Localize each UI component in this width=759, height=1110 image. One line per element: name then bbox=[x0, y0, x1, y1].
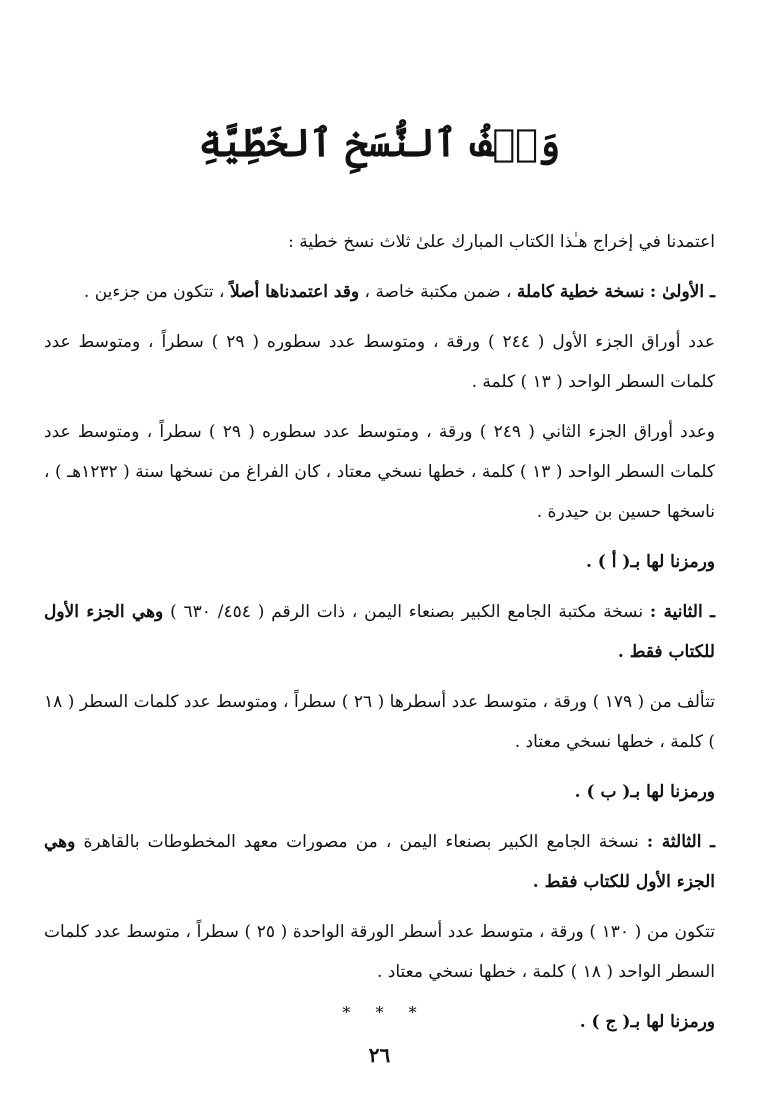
page-title: وَصۡفُ ٱلنُّسَخِ ٱلخَطِّيَّةِ bbox=[198, 120, 561, 165]
second-text: نسخة مكتبة الجامع الكبير بصنعاء اليمن ، ذات الرقم ( ٤٥٤/ ٦٣٠ ) bbox=[170, 602, 644, 622]
section-separator: * * * bbox=[342, 1003, 417, 1022]
second-label: ـ الثانية : bbox=[649, 602, 716, 622]
first-rest: ، تتكون من جزءين . bbox=[83, 282, 225, 302]
second-note: وهي الجزء الأول للكتاب فقط . bbox=[44, 602, 715, 662]
third-manuscript-paragraph bbox=[44, 822, 715, 902]
second-symbol: ورمزنا لها بـ( ب ) . bbox=[574, 782, 715, 802]
page-body bbox=[44, 222, 715, 1052]
first-note: وقد اعتمدناها أصلاً bbox=[229, 282, 360, 302]
first-vol1-paragraph: عدد أوراق الجزء الأول ( ٢٤٤ ) ورقة ، ومتوسط عدد سطوره ( ٢٩ ) سطراً ، ومتوسط عدد كلمات السطر الواحد ( ١٣ ) كلمة . bbox=[44, 332, 715, 392]
first-label: ـ الأولىٰ : bbox=[649, 282, 715, 302]
third-note: وهي الجزء الأول للكتاب فقط . bbox=[44, 832, 715, 892]
first-name: نسخة خطية كاملة bbox=[516, 282, 645, 302]
third-text: نسخة الجامع الكبير بصنعاء اليمن ، من مصورات معهد المخطوطات بالقاهرة bbox=[83, 832, 639, 852]
second-desc-paragraph: تتألف من ( ١٧٩ ) ورقة ، متوسط عدد أسطرها ( ٢٦ ) سطراً ، ومتوسط عدد كلمات السطر ( ١٨ ) كلمة ، خطها نسخي معتاد . bbox=[44, 692, 715, 752]
page-number: ٢٦ bbox=[368, 1043, 391, 1067]
first-symbol: ورمزنا لها بـ( أ ) . bbox=[585, 552, 715, 572]
third-label: ـ الثالثة : bbox=[646, 832, 716, 852]
intro-paragraph: اعتمدنا في إخراج هـٰذا الكتاب المبارك علىٰ ثلاث نسخ خطية : bbox=[288, 232, 715, 252]
second-manuscript-paragraph bbox=[44, 592, 715, 672]
third-desc-paragraph: تتكون من ( ١٣٠ ) ورقة ، متوسط عدد أسطر الورقة الواحدة ( ٢٥ ) سطراً ، متوسط عدد كلمات السطر الواحد ( ١٨ ) كلمة ، خطها نسخي معتاد . bbox=[44, 922, 715, 982]
third-symbol: ورمزنا لها بـ( ج ) . bbox=[579, 1012, 715, 1032]
first-vol2-paragraph: وعدد أوراق الجزء الثاني ( ٢٤٩ ) ورقة ، ومتوسط عدد سطوره ( ٢٩ ) سطراً ، ومتوسط عدد كلمات السطر الواحد ( ١٣ ) كلمة ، خطها نسخي معتاد ، كان الفراغ من نسخها سنة ( ١٢٣٢هـ ) ، ناسخها حسين بن حيدرة . bbox=[44, 422, 716, 522]
first-manuscript-paragraph bbox=[44, 272, 715, 312]
first-location: ، ضمن مكتبة خاصة ، bbox=[364, 282, 512, 302]
